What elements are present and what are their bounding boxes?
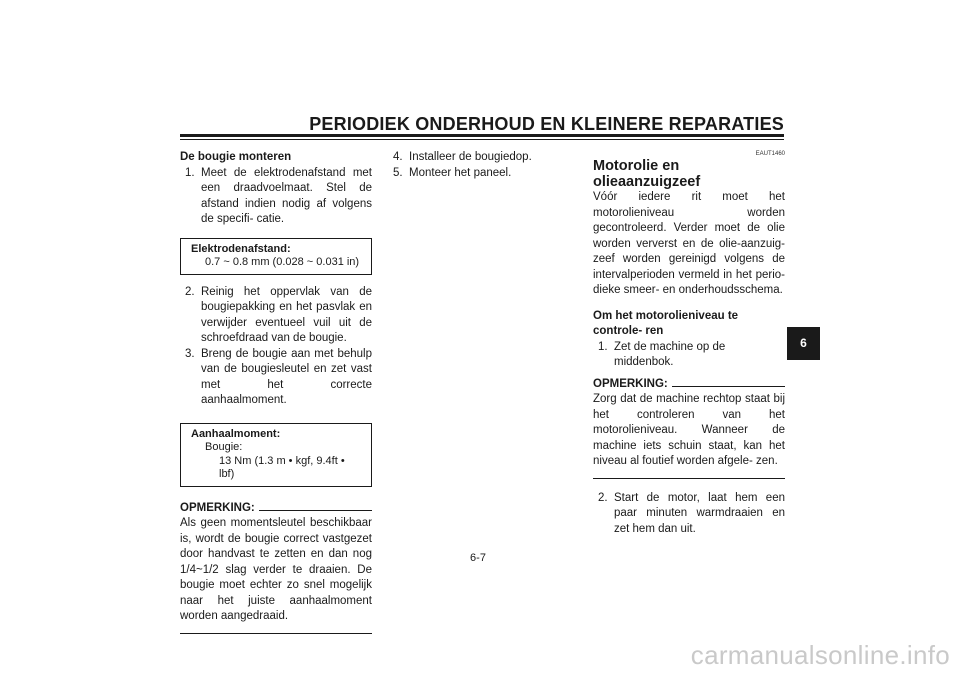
spec-value: 0.7 ~ 0.8 mm (0.028 ~ 0.031 in)	[205, 256, 360, 268]
step-text: Monteer het paneel.	[409, 166, 512, 179]
note-heading	[180, 501, 372, 517]
note-end-rule	[180, 633, 372, 634]
section-heading: De bougie monteren	[180, 151, 292, 163]
step-item	[180, 166, 372, 228]
step-item	[593, 491, 785, 538]
chapter-tab: 6	[787, 327, 820, 360]
step-number: 5.	[393, 166, 403, 179]
note-text: Als geen momentsleutel beschikbaar is, wordt de bougie correct vastgezet door handvast te zetten en dan nog 1/4~1/2 slag verder te draaien. De bougie moet echter zo snel mogelijk naar het juiste aanhaalmoment worden aangedraaid.	[180, 517, 372, 622]
spec-box-gap	[180, 238, 372, 275]
step-number: 4.	[393, 151, 403, 163]
step-number: 2.	[598, 491, 608, 504]
column-right	[593, 150, 785, 537]
note-end-rule	[593, 478, 785, 479]
column-middle	[388, 150, 580, 181]
spec-value: 13 Nm (1.3 m • kgf, 9.4ft • lbf)	[219, 454, 345, 480]
step-text: Breng de bougie aan met behulp van de bougiesleutel en zet vast met het correcte aanhaalmoment.	[201, 347, 372, 406]
header-rule-thin	[180, 139, 784, 140]
step-text: Start de motor, laat hem een paar minuten warmdraaien en zet hem dan uit.	[614, 491, 785, 535]
step-number: 3.	[185, 347, 195, 360]
page-number: 6-7	[470, 552, 486, 564]
step-text: Meet de elektrodenafstand met een draadvoelmaat. Stel de afstand indien nodig af volgens de specifi- catie.	[201, 166, 372, 225]
spec-box-torque	[180, 423, 372, 487]
spec-sublabel: Bougie:	[205, 441, 243, 453]
watermark: carmanualsonline.info	[690, 640, 950, 670]
note-heading	[593, 377, 785, 393]
step-number: 1.	[598, 340, 608, 353]
spec-label: Elektrodenafstand:	[191, 242, 291, 255]
column-left	[180, 150, 372, 634]
step-text: Reinig het oppervlak van de bougiepakking en het pasvlak en verwijder eventueel vuil uit de schroefdraad van de bougie.	[201, 285, 372, 344]
section-title: Motorolie en olieaanzuigzeef	[593, 158, 701, 190]
note-text: Zorg dat de machine rechtop staat bij het controleren van het motorolieniveau. Wanneer de machine iets schuin staat, kan het niveau al foutief worden afgele- zen.	[593, 393, 785, 467]
step-text: Zet de machine op de middenbok.	[614, 340, 726, 368]
note-label: OPMERKING:	[180, 501, 255, 514]
step-item	[593, 340, 785, 371]
note-label: OPMERKING:	[593, 377, 668, 390]
step-number: 2.	[185, 285, 195, 298]
note-rule	[259, 510, 372, 511]
step-item	[180, 285, 372, 347]
spec-label: Aanhaalmoment:	[191, 427, 281, 440]
note-rule	[672, 386, 785, 387]
step-item	[388, 166, 580, 182]
step-item	[180, 347, 372, 409]
step-item	[388, 150, 580, 166]
subheading: Om het motorolieniveau te controle- ren	[593, 309, 739, 337]
step-number: 1.	[185, 166, 195, 179]
step-text: Installeer de bougiedop.	[409, 151, 532, 163]
page-title: PERIODIEK ONDERHOUD EN KLEINERE REPARATIES	[309, 114, 784, 134]
reference-code: EAUT1460	[755, 151, 785, 157]
intro-text: Vóór iedere rit moet het motorolieniveau worden gecontroleerd. Verder moet de olie worden ververst en de olie-aanzuig- zeef worden gereinigd volgens de intervalperioden vermeld in het perio- dieke smeer- en onderhoudsschema.	[593, 191, 785, 296]
header-rule	[180, 134, 784, 137]
